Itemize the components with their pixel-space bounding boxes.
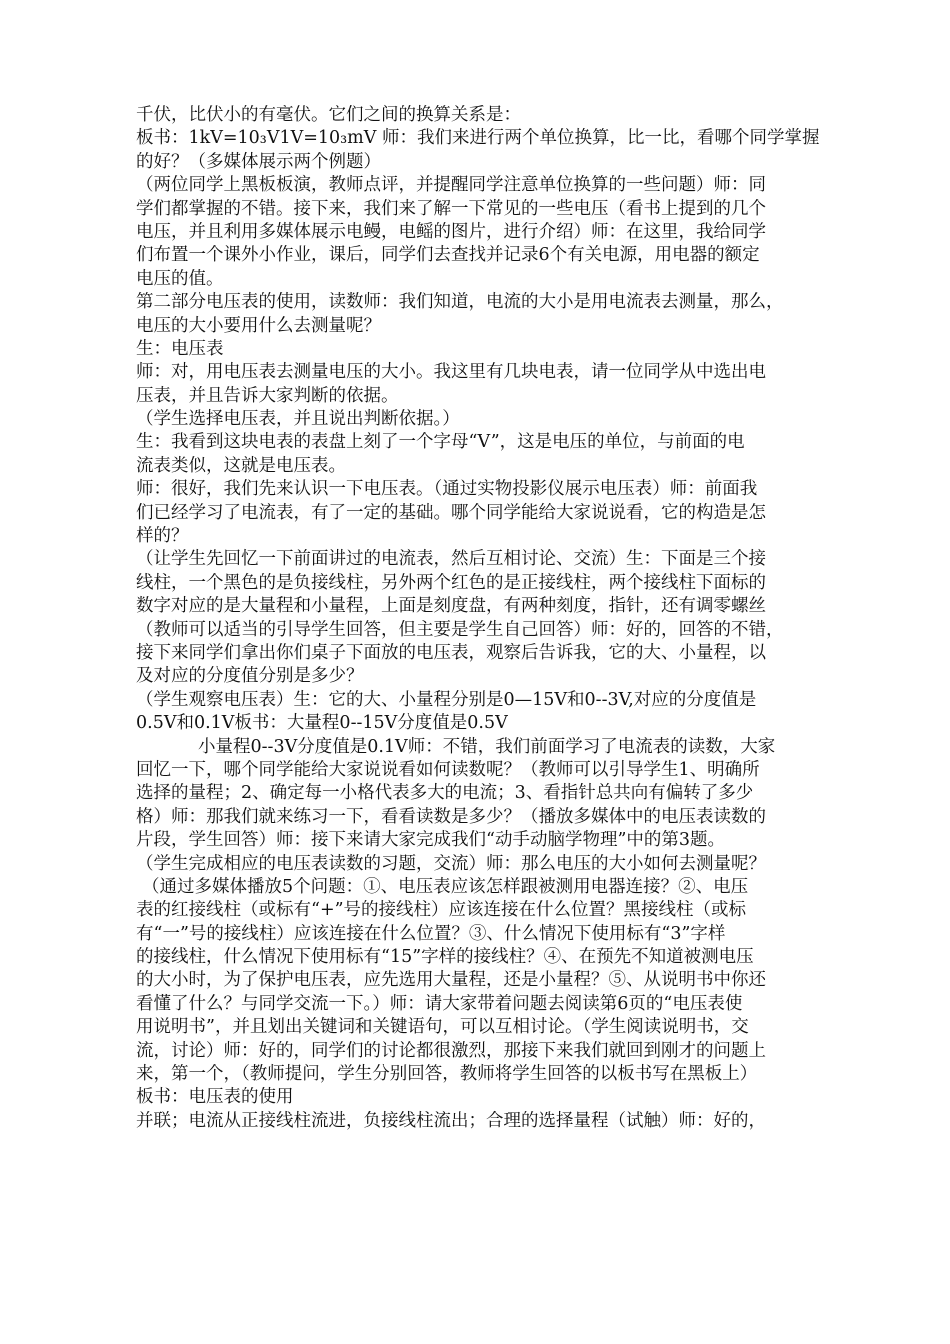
text-line: 来，第一个，（教师提问，学生分别回答，教师将学生回答的以板书写在黑板上） xyxy=(136,1064,758,1085)
text-line: 板书：1kV=10₃V1V=10₃mV 师：我们来进行两个单位换算，比一比，看哪个同学掌握 xyxy=(136,128,820,149)
text-line: 第二部分电压表的使用，读数师：我们知道，电流的大小是用电流表去测量，那么， xyxy=(136,292,784,313)
text-line: 用说明书”，并且划出关键词和关键语句，可以互相讨论。（学生阅读说明书，交 xyxy=(136,1017,749,1038)
text-line: 回忆一下，哪个同学能给大家说说看如何读数呢？（教师可以引导学生1、明确所 xyxy=(136,759,760,780)
text-line: 线柱，一个黑色的是负接线柱，另外两个红色的是正接线柱，两个接线柱下面标的 xyxy=(136,572,766,593)
text-line: 的大小时，为了保护电压表，应先选用大量程，还是小量程？⑤、从说明书中你还 xyxy=(136,970,766,991)
text-line: 看懂了什么？与同学交流一下。）师：请大家带着问题去阅读第6页的“电压表使 xyxy=(136,993,743,1014)
text-line: 表的红接线柱（或标有“+”号的接线柱）应该连接在什么位置？黑接线柱（或标 xyxy=(136,900,747,921)
text-line: （让学生先回忆一下前面讲过的电流表，然后互相讨论、交流）生：下面是三个接 xyxy=(136,549,766,570)
text-line: 片段，学生回答）师：接下来请大家完成我们“动手动脑学物理”中的第3题。 xyxy=(136,830,726,851)
text-line: 师：很好，我们先来认识一下电压表。（通过实物投影仪展示电压表）师：前面我 xyxy=(136,479,758,500)
text-line: 电压的值。 xyxy=(136,268,224,289)
text-line: 师：对，用电压表去测量电压的大小。我这里有几块电表，请一位同学从中选出电 xyxy=(136,362,766,383)
text-line: （两位同学上黑板板演，教师点评，并提醒同学注意单位换算的一些问题）师：同 xyxy=(136,175,766,196)
text-line: （学生完成相应的电压表读数的习题，交流）师：那么电压的大小如何去测量呢？ xyxy=(136,853,766,874)
text-line: 选择的量程；2、确定每一小格代表多大的电流；3、看指针总共向有偏转了多少 xyxy=(136,783,754,804)
text-line: 们布置一个课外小作业，课后，同学们去查找并记录6个有关电源，用电器的额定 xyxy=(136,245,760,266)
text-line: 的接线柱，什么情况下使用标有“15”字样的接线柱？④、在预先不知道被测电压 xyxy=(136,947,754,968)
text-line: （通过多媒体播放5个问题：①、电压表应该怎样跟被测用电器连接？②、电压 xyxy=(142,876,749,897)
text-line: 流表类似，这就是电压表。 xyxy=(136,455,346,476)
text-line: 样的？ xyxy=(136,526,189,547)
text-line: 流，讨论）师：好的，同学们的讨论都很激烈，那接下来我们就回到刚才的问题上 xyxy=(136,1040,766,1061)
text-line: 0.5V和0.1V板书：大量程0--15V分度值是0.5V xyxy=(136,713,508,734)
text-line: 学们都掌握的不错。接下来，我们来了解一下常见的一些电压（看书上提到的几个 xyxy=(136,198,766,219)
text-line: 压表，并且告诉大家判断的依据。 xyxy=(136,385,399,406)
text-line: 小量程0--3V分度值是0.1V师：不错，我们前面学习了电流表的读数，大家 xyxy=(198,736,776,757)
text-line: 接下来同学们拿出你们桌子下面放的电压表，观察后告诉我，它的大、小量程，以 xyxy=(136,642,766,663)
text-line: 的好？（多媒体展示两个例题） xyxy=(136,151,381,172)
text-line: 电压的大小要用什么去测量呢？ xyxy=(136,315,381,336)
text-line: 有“一”号的接线柱）应该连接在什么位置？③、什么情况下使用标有“3”字样 xyxy=(136,923,726,944)
text-line: 生：我看到这块电表的表盘上刻了一个字母“V”，这是电压的单位，与前面的电 xyxy=(136,432,745,453)
text-line: 数字对应的是大量程和小量程，上面是刻度盘，有两种刻度，指针，还有调零螺丝 xyxy=(136,596,766,617)
text-line: 们已经学习了电流表，有了一定的基础。哪个同学能给大家说说看，它的构造是怎 xyxy=(136,502,766,523)
text-line: 千伏，比伏小的有毫伏。它们之间的换算关系是： xyxy=(136,105,521,125)
document-body xyxy=(136,104,842,1133)
text-line: 并联；电流从正接线柱流进，负接线柱流出；合理的选择量程（试触）师：好的， xyxy=(136,1110,766,1131)
text-line: （学生观察电压表）生：它的大、小量程分别是0—15V和0--3V,对应的分度值是 xyxy=(136,689,757,710)
text-line: 及对应的分度值分别是多少？ xyxy=(136,666,364,687)
text-line: （教师可以适当的引导学生回答，但主要是学生自己回答）师：好的，回答的不错， xyxy=(136,619,784,640)
text-line: 生：电压表 xyxy=(136,338,224,359)
text-line: 电压，并且利用多媒体展示电鳗，电鳐的图片，进行介绍）师：在这里，我给同学 xyxy=(136,221,766,242)
text-line: 格）师：那我们就来练习一下，看看读数是多少？（播放多媒体中的电压表读数的 xyxy=(136,806,766,827)
text-line: 板书：电压表的使用 xyxy=(136,1087,294,1108)
text-line: （学生选择电压表，并且说出判断依据。） xyxy=(136,409,460,430)
